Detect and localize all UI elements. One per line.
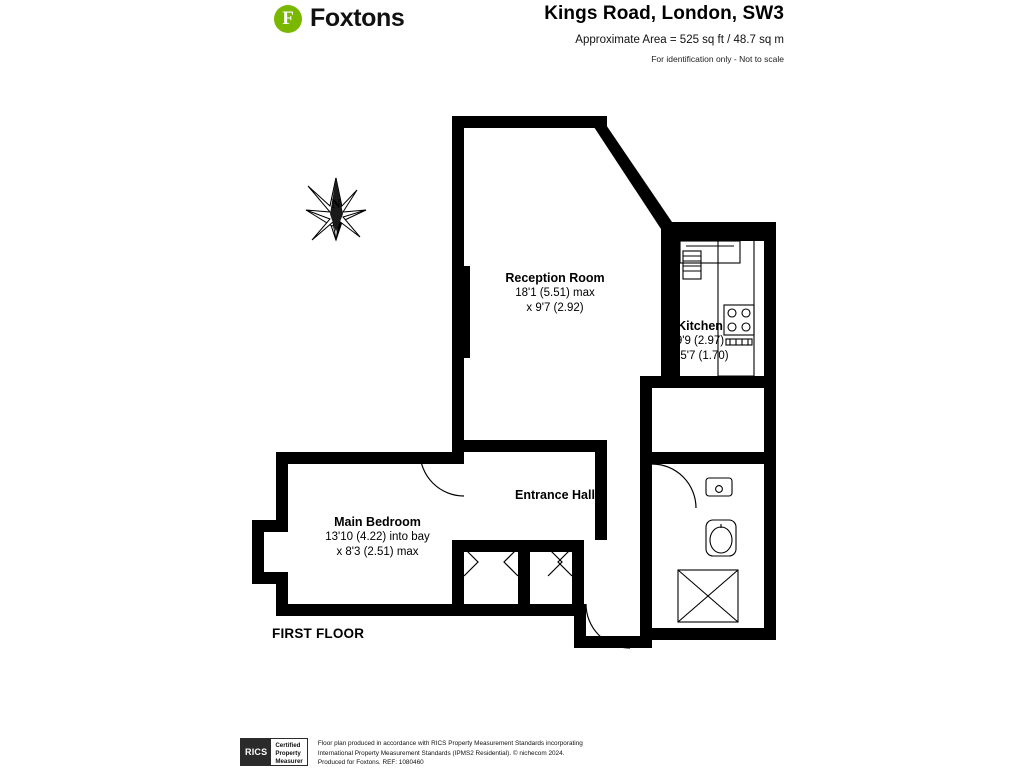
- room-label-reception: [430, 270, 680, 315]
- floor-label: FIRST FLOOR: [272, 626, 365, 641]
- foxtons-logo-icon: F: [274, 5, 302, 33]
- footer-line-1: Floor plan produced in accordance with RICS Property Measurement Standards incorporating: [317, 740, 583, 747]
- footer: [240, 738, 583, 768]
- room-dim-reception-2: x 9'7 (2.92): [526, 301, 584, 314]
- room-dim-kitchen-2: x 5'7 (1.70): [671, 349, 729, 362]
- room-dim-reception-1: 18'1 (5.51) max: [515, 287, 595, 299]
- room-dim-kitchen-1: 9'9 (2.97): [675, 335, 725, 347]
- room-label-kitchen: [620, 318, 780, 363]
- footer-line-2: International Property Measurement Standards (IPMS2 Residential). © nichecom 2024.: [317, 749, 565, 757]
- room-label-entrance-hall: [455, 487, 655, 503]
- room-label-main-bedroom: [270, 514, 485, 559]
- rics-mark: RICS: [241, 739, 271, 765]
- scale-disclaimer: For identification only - Not to scale: [651, 54, 784, 64]
- rics-badge-text: [271, 739, 307, 765]
- rics-badge-line3: Measurer: [275, 758, 303, 766]
- approximate-area: Approximate Area = 525 sq ft / 48.7 sq m: [575, 34, 784, 46]
- room-name-kitchen: Kitchen: [677, 319, 723, 333]
- property-address: Kings Road, London, SW3: [544, 3, 784, 24]
- room-dim-bedroom-1: 13'10 (4.22) into bay: [325, 531, 430, 543]
- rics-badge-line2: Property: [275, 750, 301, 758]
- room-name-main-bedroom: Main Bedroom: [334, 515, 421, 529]
- brand-name: Foxtons: [310, 4, 405, 32]
- rics-badge-line1: Certified: [275, 742, 301, 749]
- footer-line-3: Produced for Foxtons. REF: 1080460: [317, 759, 424, 767]
- room-name-entrance-hall: Entrance Hall: [515, 488, 595, 502]
- room-name-reception: Reception Room: [505, 271, 605, 285]
- room-dim-bedroom-2: x 8'3 (2.51) max: [336, 545, 419, 558]
- bathroom-fittings: [678, 478, 738, 622]
- compass-icon: [306, 178, 366, 240]
- svg-text:N: N: [331, 196, 341, 211]
- rics-certified-badge: [240, 738, 308, 766]
- footer-disclaimer: [318, 738, 583, 768]
